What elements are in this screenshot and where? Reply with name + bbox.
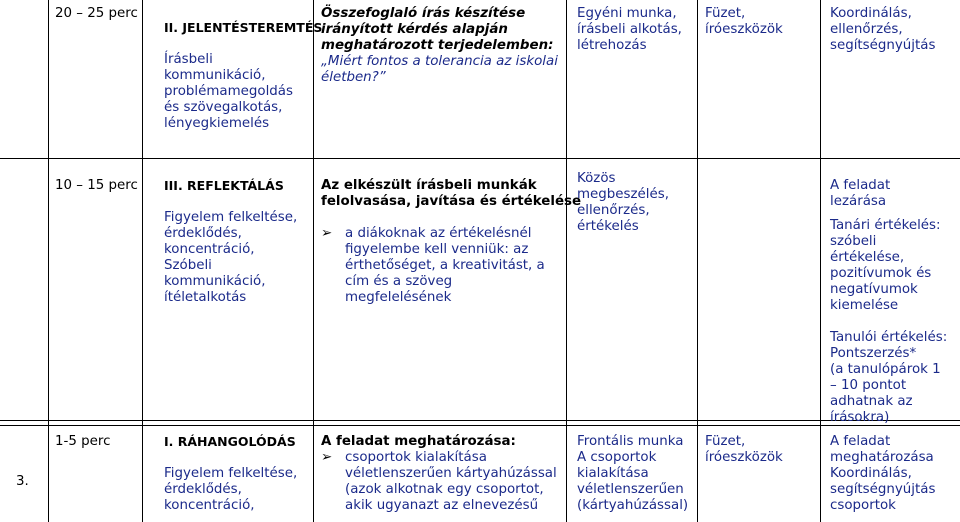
method-line: ellenőrzés, xyxy=(577,203,650,218)
row-divider xyxy=(0,425,960,426)
phase-title: III. REFLEKTÁLÁS xyxy=(164,178,284,193)
content-heading-line: irányított kérdés alapján xyxy=(321,22,508,37)
eval-line: A feladat xyxy=(830,434,891,449)
eval-line: Koordinálás, xyxy=(830,6,912,21)
method-line: véletlenszerűen xyxy=(577,482,684,497)
row-divider xyxy=(0,420,960,421)
method-line: Egyéni munka, xyxy=(577,6,677,21)
method-line: Közös xyxy=(577,171,616,186)
time-text: 1-5 perc xyxy=(55,434,111,449)
eval-line: Koordinálás, xyxy=(830,466,912,481)
column-divider xyxy=(142,0,143,522)
bullet-text-line: csoportok kialakítása xyxy=(345,450,487,465)
method-cell xyxy=(577,434,688,514)
phase-cell xyxy=(164,434,297,514)
column-divider xyxy=(820,0,821,522)
time-cell xyxy=(55,6,138,22)
eval-line: értékelése, xyxy=(830,250,905,265)
eval-line: írásokra) xyxy=(830,410,890,425)
method-line: Frontális munka xyxy=(577,434,684,449)
eval-cell xyxy=(830,434,935,514)
tools-line: íróeszközök xyxy=(705,22,783,37)
phase-cell xyxy=(164,178,297,306)
row-number-text: 3. xyxy=(16,474,29,489)
method-line: értékelés xyxy=(577,219,639,234)
content-cell xyxy=(321,178,581,306)
bullet-text-line: cím és a szöveg xyxy=(345,274,453,289)
bullet-arrow-icon: ➢ xyxy=(321,450,333,465)
content-heading-line: A feladat meghatározása: xyxy=(321,434,516,449)
eval-line: lezárása xyxy=(830,194,887,209)
content-heading-line: Összefoglaló írás készítése xyxy=(321,6,526,21)
bullet-text-line: véletlenszerűen kártyahúzással xyxy=(345,466,557,481)
content-heading-line: meghatározott terjedelemben: xyxy=(321,38,554,53)
eval-line: negatívumok xyxy=(830,282,918,297)
eval-cell xyxy=(830,6,935,54)
phase-details xyxy=(164,466,297,514)
bullet-text-line: a diákoknak az értékelésnél xyxy=(345,226,532,241)
method-line: megbeszélés, xyxy=(577,187,669,202)
eval-line: szóbeli xyxy=(830,234,877,249)
bullet-arrow-icon: ➢ xyxy=(321,226,333,241)
phase-detail-line: ítéletalkotás xyxy=(164,290,247,305)
bullet-text-line: akik ugyanazt az elnevezésű xyxy=(345,498,539,513)
row-number xyxy=(16,474,29,490)
content-cell xyxy=(321,434,557,514)
method-line: írásbeli alkotás, xyxy=(577,22,682,37)
bullet-text-line: (azok alkotnak egy csoportot, xyxy=(345,482,544,497)
tools-line: Füzet, xyxy=(705,434,746,449)
content-quote-line: „Miért fontos a tolerancia az iskolai xyxy=(321,54,558,69)
tools-cell xyxy=(705,434,783,466)
eval-line: meghatározása xyxy=(830,450,934,465)
eval-line: segítségnyújtás xyxy=(830,38,936,53)
method-cell xyxy=(577,6,682,54)
method-line: (kártyahúzással) xyxy=(577,498,689,513)
phase-detail-line: Szóbeli xyxy=(164,258,212,273)
phase-detail-line: koncentráció, xyxy=(164,242,255,257)
phase-detail-line: Figyelem felkeltése, xyxy=(164,210,298,225)
phase-title: II. JELENTÉSTEREMTÉS xyxy=(164,20,323,35)
method-line: A csoportok xyxy=(577,450,657,465)
eval-line: ellenőrzés, xyxy=(830,22,903,37)
method-line: létrehozás xyxy=(577,38,647,53)
eval-line: Tanári értékelés: xyxy=(830,218,941,233)
phase-details xyxy=(164,52,322,132)
time-text: 10 – 15 perc xyxy=(55,178,138,193)
phase-title: I. RÁHANGOLÓDÁS xyxy=(164,434,296,449)
column-divider xyxy=(697,0,698,522)
eval-line: adhatnak az xyxy=(830,394,913,409)
method-line: kialakítása xyxy=(577,466,649,481)
column-divider xyxy=(48,0,49,522)
eval-line: pozitívumok és xyxy=(830,266,932,281)
eval-line: Pontszerzés* xyxy=(830,346,917,361)
phase-detail-line: koncentráció, xyxy=(164,498,255,513)
method-cell xyxy=(577,171,669,235)
eval-line: kiemelése xyxy=(830,298,899,313)
phase-detail-line: problémamegoldás xyxy=(164,84,293,99)
eval-line: csoportok xyxy=(830,498,896,513)
time-cell xyxy=(55,178,138,194)
phase-detail-line: lényegkiemelés xyxy=(164,116,270,131)
time-text: 20 – 25 perc xyxy=(55,6,138,21)
phase-cell xyxy=(164,20,322,132)
phase-detail-line: kommunikáció, xyxy=(164,68,266,83)
content-quote-line: életben?” xyxy=(321,70,386,85)
phase-detail-line: Figyelem felkeltése, xyxy=(164,466,298,481)
content-cell xyxy=(321,6,558,86)
phase-detail-line: kommunikáció, xyxy=(164,274,266,289)
content-heading-line: felolvasása, javítása és értékelése xyxy=(321,194,582,209)
time-cell xyxy=(55,434,110,450)
eval-line: A feladat xyxy=(830,178,891,193)
bullet-text-line: figyelembe kell venniük: az xyxy=(345,242,529,257)
row-divider xyxy=(0,158,960,159)
tools-line: Füzet, xyxy=(705,6,746,21)
content-bullet-item xyxy=(321,450,557,514)
phase-detail-line: és szövegalkotás, xyxy=(164,100,283,115)
phase-details xyxy=(164,210,297,306)
bullet-text-line: érthetőséget, a kreativitást, a xyxy=(345,258,545,273)
eval-line: (a tanulópárok 1 xyxy=(830,362,941,377)
content-bullet-item xyxy=(321,226,581,306)
tools-cell xyxy=(705,6,783,38)
eval-line: Tanulói értékelés: xyxy=(830,330,948,345)
content-heading-line: Az elkészült írásbeli munkák xyxy=(321,178,537,193)
phase-detail-line: érdeklődés, xyxy=(164,226,242,241)
phase-detail-line: Írásbeli xyxy=(164,52,213,67)
eval-line: – 10 pontot xyxy=(830,378,907,393)
bullet-text-line: megfelelésének xyxy=(345,290,452,305)
eval-line: segítségnyújtás xyxy=(830,482,936,497)
eval-cell xyxy=(830,178,947,426)
tools-line: íróeszközök xyxy=(705,450,783,465)
phase-detail-line: érdeklődés, xyxy=(164,482,242,497)
